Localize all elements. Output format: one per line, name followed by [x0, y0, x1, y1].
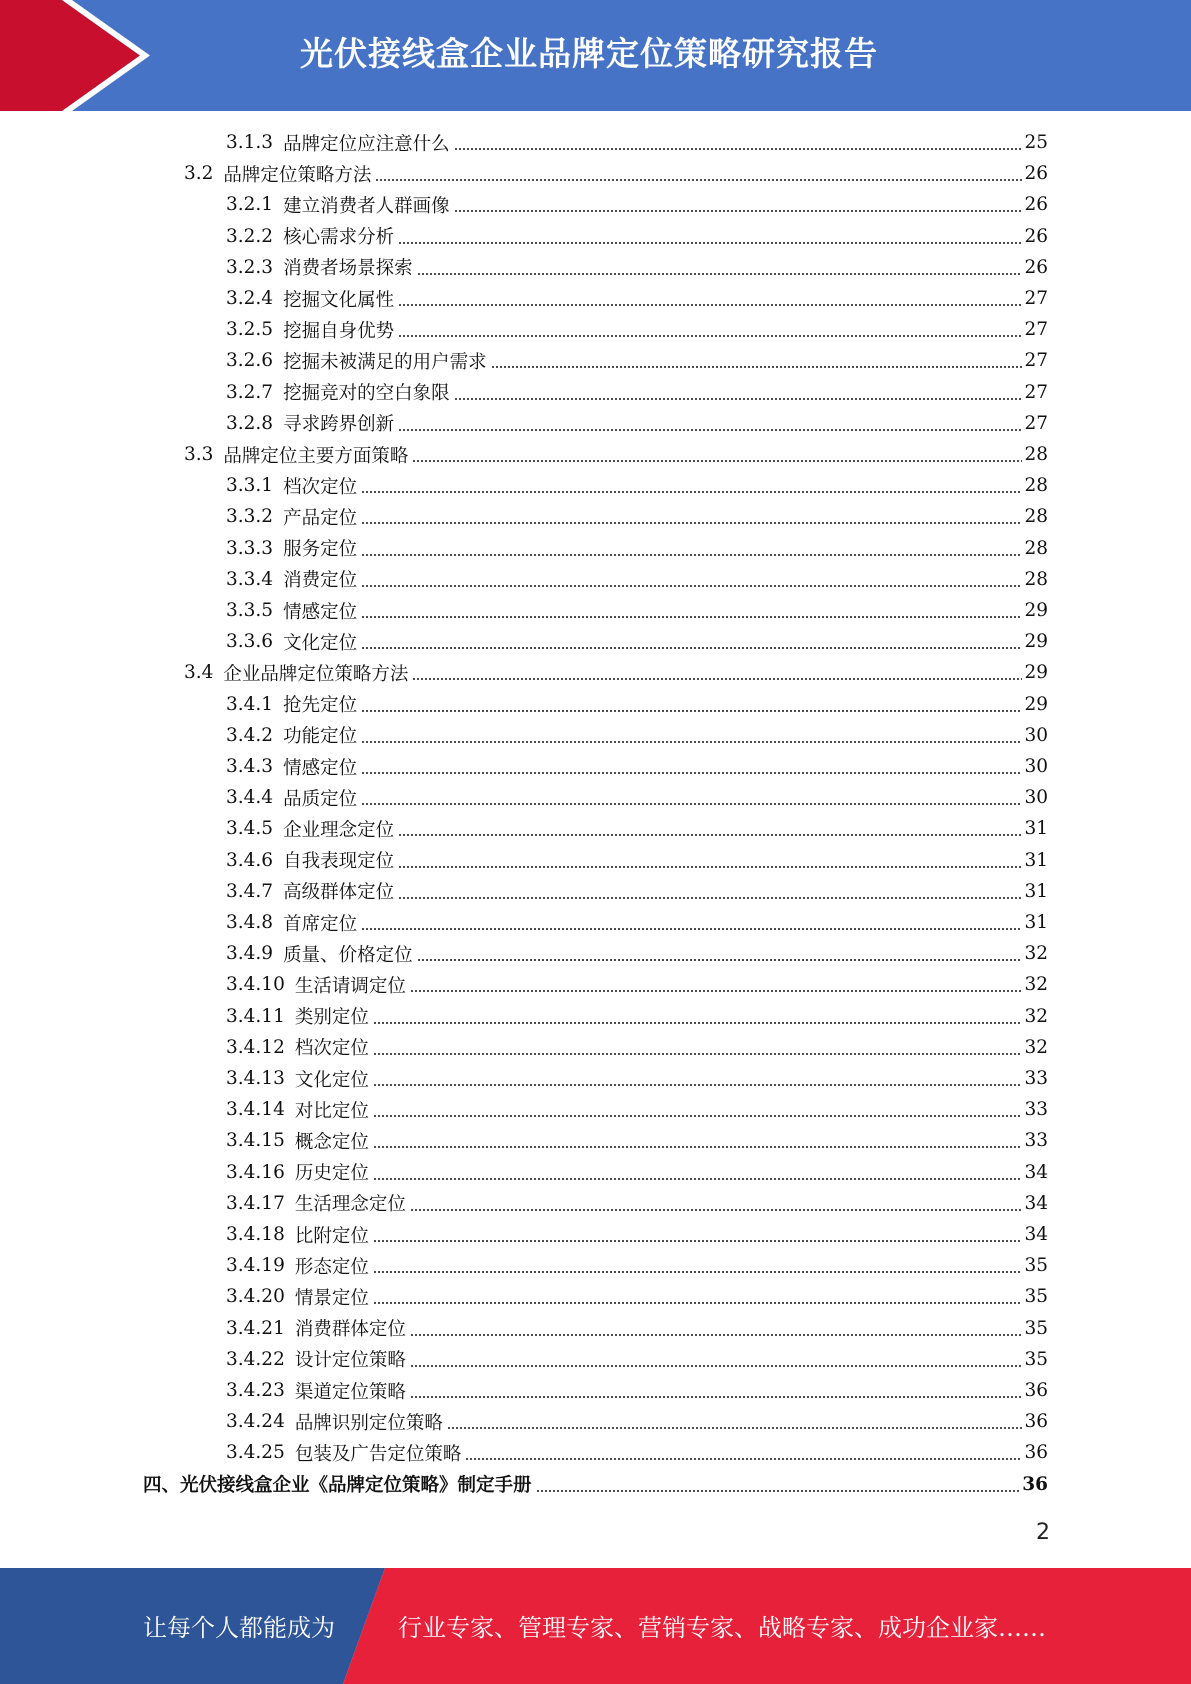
toc-entry-page: 31 [1024, 880, 1048, 902]
toc-entry[interactable] [226, 1437, 1048, 1468]
page-header [0, 0, 1191, 111]
toc-dot-leader [361, 741, 1022, 743]
toc-dot-leader [361, 616, 1022, 618]
toc-entry-title: 概念定位 [294, 1131, 369, 1153]
toc-entry-number: 3.4.11 [226, 1005, 285, 1027]
toc-dot-leader [491, 366, 1023, 368]
toc-entry-page: 31 [1024, 849, 1048, 871]
toc-entry-page: 28 [1024, 568, 1048, 590]
toc-entry-number: 四、 [143, 1475, 181, 1497]
toc-entry-page: 36 [1022, 1473, 1048, 1495]
toc-dot-leader [361, 554, 1022, 556]
toc-entry-number: 3.4.18 [226, 1224, 285, 1245]
toc-entry-title: 产品定位 [283, 507, 358, 529]
toc-entry-page: 35 [1024, 1317, 1048, 1339]
toc-entry-title: 情景定位 [294, 1287, 369, 1309]
toc-dot-leader [361, 928, 1022, 930]
toc-entry[interactable] [226, 470, 1048, 501]
toc-dot-leader [417, 273, 1023, 275]
toc-entry-title: 首席定位 [283, 913, 358, 935]
toc-dot-leader [398, 335, 1022, 337]
toc-entry-title: 消费群体定位 [294, 1319, 406, 1341]
toc-entry[interactable] [184, 439, 1048, 470]
toc-dot-leader [375, 179, 1022, 181]
toc-entry-number: 3.4.2 [226, 724, 274, 746]
toc-entry-title: 挖掘未被满足的用户需求 [283, 351, 487, 373]
toc-entry-title: 服务定位 [283, 539, 358, 561]
toc-entry-number: 3.1.3 [226, 132, 274, 153]
toc-entry[interactable] [226, 626, 1048, 657]
toc-entry[interactable] [226, 938, 1048, 969]
toc-entry-page: 30 [1024, 756, 1048, 777]
toc-entry[interactable] [226, 1094, 1048, 1125]
toc-entry[interactable] [226, 782, 1048, 813]
toc-entry[interactable] [226, 876, 1048, 907]
toc-entry-number: 3.4.3 [226, 756, 274, 777]
footer-slogan-right: 行业专家、管理专家、营销专家、战略专家、成功企业家…… [398, 1614, 1046, 1642]
toc-entry-number: 3.3 [184, 444, 214, 465]
toc-entry-number: 3.4.19 [226, 1255, 285, 1277]
toc-entry-title: 情感定位 [283, 757, 358, 779]
toc-dot-leader [410, 1209, 1023, 1211]
toc-entry-title: 文化定位 [294, 1069, 369, 1091]
toc-entry-title: 历史定位 [294, 1163, 369, 1185]
toc-entry-title: 档次定位 [283, 476, 358, 498]
toc-entry-number: 3.2.4 [226, 288, 274, 309]
toc-entry-number: 3.3.3 [226, 537, 274, 559]
toc-entry-page: 28 [1024, 444, 1048, 465]
toc-entry-page: 26 [1024, 256, 1048, 278]
toc-entry-title: 品牌定位应注意什么 [283, 133, 450, 155]
toc-dot-leader [454, 210, 1023, 212]
toc-entry[interactable] [226, 1344, 1048, 1375]
toc-entry[interactable] [226, 969, 1048, 1000]
toc-entry[interactable] [226, 501, 1048, 532]
toc-entry-title: 形态定位 [294, 1256, 369, 1278]
toc-entry[interactable] [226, 314, 1048, 345]
toc-entry-number: 3.4.1 [226, 693, 274, 715]
toc-entry-number: 3.3.2 [226, 506, 274, 528]
toc-dot-leader [373, 1115, 1023, 1117]
toc-entry-title: 类别定位 [294, 1007, 369, 1029]
toc-entry-title: 品牌定位策略方法 [223, 164, 372, 186]
toc-entry-title: 品质定位 [283, 788, 358, 810]
page-footer [0, 1568, 1191, 1684]
toc-entry-title: 情感定位 [283, 601, 358, 623]
toc-entry-page: 35 [1024, 1255, 1048, 1277]
toc-entry-page: 34 [1024, 1192, 1048, 1214]
toc-dot-leader [410, 1396, 1023, 1398]
toc-entry-title: 品牌识别定位策略 [294, 1412, 443, 1434]
toc-dot-leader [447, 1427, 1023, 1429]
toc-entry-page: 36 [1024, 1411, 1048, 1433]
toc-entry[interactable] [226, 689, 1048, 720]
toc-dot-leader [361, 803, 1022, 805]
toc-entry-page: 33 [1024, 1068, 1048, 1089]
toc-entry[interactable] [226, 564, 1048, 595]
toc-entry-page: 33 [1024, 1130, 1048, 1152]
toc-entry-number: 3.3.6 [226, 631, 274, 653]
toc-entry-page: 26 [1024, 163, 1048, 185]
toc-entry[interactable] [226, 408, 1048, 439]
toc-entry-page: 26 [1024, 225, 1048, 247]
page-number: 2 [1036, 1520, 1050, 1545]
toc-dot-leader [361, 772, 1022, 774]
toc-entry-title: 挖掘文化属性 [283, 289, 395, 311]
toc-dot-leader [361, 710, 1022, 712]
toc-entry-number: 3.4.8 [226, 912, 274, 933]
toc-entry-title: 包装及广告定位策略 [294, 1443, 462, 1465]
toc-dot-leader [417, 959, 1023, 961]
toc-entry[interactable] [226, 377, 1048, 408]
toc-dot-leader [398, 242, 1022, 244]
toc-dot-leader [398, 429, 1022, 431]
toc-entry-page: 30 [1024, 724, 1048, 746]
toc-entry-title: 建立消费者人群画像 [283, 195, 450, 217]
toc-entry-title: 生活理念定位 [294, 1194, 406, 1216]
toc-entry-page: 28 [1024, 537, 1048, 559]
toc-dot-leader [373, 1053, 1023, 1055]
toc-entry-number: 3.2.5 [226, 319, 274, 341]
toc-entry[interactable] [226, 1032, 1048, 1063]
toc-entry[interactable] [226, 845, 1048, 876]
toc-entry-title: 自我表现定位 [283, 851, 395, 873]
toc-dot-leader [373, 1302, 1023, 1304]
toc-entry-title: 光伏接线盒企业《品牌定位策略》制定手册 [180, 1475, 532, 1497]
toc-entry-page: 29 [1024, 600, 1048, 621]
toc-entry[interactable] [184, 657, 1048, 688]
footer-slogan-left: 让每个人都能成为 [143, 1614, 335, 1642]
toc-entry-number: 3.4.20 [226, 1286, 285, 1308]
toc-entry[interactable] [226, 1313, 1048, 1344]
toc-entry-title: 企业理念定位 [283, 819, 395, 841]
toc-entry-number: 3.4.22 [226, 1348, 285, 1370]
toc-dot-leader [398, 866, 1022, 868]
toc-entry-title: 企业品牌定位策略方法 [223, 663, 409, 685]
toc-entry-number: 3.4.12 [226, 1036, 285, 1058]
toc-entry-number: 3.4.16 [226, 1161, 285, 1183]
toc-entry-number: 3.4.15 [226, 1130, 285, 1152]
toc-entry-number: 3.4.21 [226, 1317, 285, 1339]
toc-entry-title: 高级群体定位 [283, 882, 395, 904]
toc-entry[interactable] [226, 720, 1048, 751]
toc-entry-page: 36 [1024, 1442, 1048, 1464]
toc-dot-leader [465, 1458, 1022, 1460]
toc-entry-title: 渠道定位策略 [294, 1381, 406, 1403]
toc-entry-number: 3.4.5 [226, 818, 274, 840]
toc-entry[interactable] [226, 252, 1048, 283]
toc-dot-leader [398, 897, 1022, 899]
toc-entry-page: 27 [1024, 319, 1048, 341]
toc-entry-title: 质量、价格定位 [283, 944, 413, 966]
toc-entry-number: 3.3.5 [226, 600, 274, 621]
toc-entry[interactable] [226, 1250, 1048, 1281]
toc-dot-leader [373, 1240, 1023, 1242]
toc-entry-page: 27 [1024, 412, 1048, 434]
toc-dot-leader [454, 148, 1023, 150]
toc-entry-number: 3.4.14 [226, 1099, 285, 1121]
toc-entry[interactable] [226, 1125, 1048, 1156]
toc-dot-leader [454, 398, 1023, 400]
toc-entry-number: 3.2.1 [226, 194, 274, 216]
toc-entry-number: 3.2 [184, 163, 214, 185]
toc-entry-number: 3.4.13 [226, 1068, 285, 1089]
toc-entry[interactable] [226, 1375, 1048, 1406]
toc-entry-title: 消费定位 [283, 570, 358, 592]
toc-entry-title: 品牌定位主要方面策略 [223, 445, 409, 467]
toc-entry-page: 34 [1024, 1161, 1048, 1183]
toc-dot-leader [361, 522, 1022, 524]
toc-dot-leader [412, 460, 1022, 462]
toc-entry[interactable] [226, 345, 1048, 376]
toc-entry-number: 3.4.7 [226, 880, 274, 902]
toc-entry-page: 32 [1024, 943, 1048, 965]
report-title: 光伏接线盒企业品牌定位策略研究报告 [300, 34, 878, 73]
toc-entry-title: 功能定位 [283, 726, 358, 748]
toc-entry[interactable] [226, 127, 1048, 158]
toc-entry-page: 27 [1024, 288, 1048, 309]
toc-dot-leader [410, 1365, 1023, 1367]
toc-dot-leader [373, 1146, 1023, 1148]
toc-entry-number: 3.2.6 [226, 350, 274, 372]
toc-entry-page: 33 [1024, 1099, 1048, 1121]
toc-entry-number: 3.4.24 [226, 1411, 285, 1433]
toc-entry-page: 34 [1024, 1224, 1048, 1245]
toc-entry-number: 3.3.1 [226, 475, 274, 497]
toc-dot-leader [410, 990, 1023, 992]
toc-entry[interactable] [226, 221, 1048, 252]
toc-dot-leader [361, 491, 1022, 493]
toc-entry-title: 寻求跨界创新 [283, 414, 395, 436]
toc-entry[interactable] [226, 813, 1048, 844]
red-chevron-decoration [0, 0, 160, 111]
toc-entry[interactable] [226, 1188, 1048, 1219]
toc-entry-title: 档次定位 [294, 1038, 369, 1060]
toc-dot-leader [361, 585, 1022, 587]
toc-entry[interactable] [226, 189, 1048, 220]
toc-entry-number: 3.2.7 [226, 381, 274, 403]
toc-entry[interactable] [226, 1219, 1048, 1250]
toc-entry-number: 3.4.25 [226, 1442, 285, 1464]
toc-entry-title: 抢先定位 [283, 695, 358, 717]
toc-entry-page: 30 [1024, 787, 1048, 809]
toc-entry-page: 36 [1024, 1380, 1048, 1401]
toc-entry-page: 31 [1024, 912, 1048, 933]
toc-dot-leader [410, 1334, 1023, 1336]
toc-entry-number: 3.2.3 [226, 256, 274, 278]
toc-entry-page: 27 [1024, 381, 1048, 403]
toc-entry-page: 28 [1024, 506, 1048, 528]
toc-entry[interactable] [143, 1469, 1048, 1500]
toc-entry-number: 3.4.23 [226, 1380, 285, 1401]
toc-dot-leader [412, 678, 1022, 680]
toc-entry-number: 3.4.10 [226, 974, 285, 996]
toc-entry-number: 3.2.8 [226, 412, 274, 434]
toc-entry-page: 29 [1024, 631, 1048, 653]
toc-entry-title: 挖掘竞对的空白象限 [283, 383, 450, 405]
toc-entry-title: 设计定位策略 [294, 1350, 406, 1372]
toc-entry-title: 消费者场景探索 [283, 258, 413, 280]
toc-entry-number: 3.4.9 [226, 943, 274, 965]
toc-entry-title: 挖掘自身优势 [283, 320, 395, 342]
toc-entry[interactable] [226, 751, 1048, 782]
toc-entry-number: 3.4.17 [226, 1192, 285, 1214]
toc-entry-number: 3.4 [184, 662, 214, 684]
toc-entry-number: 3.4.4 [226, 787, 274, 809]
toc-entry-page: 29 [1024, 662, 1048, 684]
toc-entry[interactable] [226, 283, 1048, 314]
toc-entry[interactable] [226, 1157, 1048, 1188]
toc-entry-title: 比附定位 [294, 1225, 369, 1247]
toc-entry-page: 32 [1024, 1005, 1048, 1027]
toc-entry-number: 3.4.6 [226, 849, 274, 871]
toc-dot-leader [373, 1178, 1023, 1180]
toc-entry-page: 32 [1024, 974, 1048, 996]
toc-dot-leader [373, 1022, 1023, 1024]
toc-entry-page: 35 [1024, 1286, 1048, 1308]
toc-entry-page: 27 [1024, 350, 1048, 372]
toc-dot-leader [373, 1271, 1023, 1273]
toc-dot-leader [398, 304, 1022, 306]
toc-entry-page: 28 [1024, 475, 1048, 497]
toc-entry-page: 25 [1024, 132, 1048, 153]
toc-dot-leader [373, 1084, 1023, 1086]
toc-entry[interactable] [226, 533, 1048, 564]
toc-entry-page: 29 [1024, 693, 1048, 715]
toc-entry[interactable] [226, 1063, 1048, 1094]
toc-dot-leader [536, 1490, 1021, 1492]
toc-entry[interactable] [226, 1001, 1048, 1032]
toc-entry-title: 核心需求分析 [283, 227, 395, 249]
toc-entry-page: 26 [1024, 194, 1048, 216]
toc-entry-title: 文化定位 [283, 632, 358, 654]
toc-entry-title: 对比定位 [294, 1100, 369, 1122]
toc-entry-page: 31 [1024, 818, 1048, 840]
toc-entry-page: 35 [1024, 1348, 1048, 1370]
toc-dot-leader [361, 647, 1022, 649]
toc-entry[interactable] [226, 1281, 1048, 1312]
toc-entry-page: 32 [1024, 1036, 1048, 1058]
toc-entry[interactable] [226, 595, 1048, 626]
toc-entry-title: 生活请调定位 [294, 975, 406, 997]
toc-entry-number: 3.3.4 [226, 568, 274, 590]
toc-entry[interactable] [226, 907, 1048, 938]
toc-entry[interactable] [226, 1406, 1048, 1437]
toc-entry[interactable] [184, 158, 1048, 189]
toc-dot-leader [398, 834, 1022, 836]
toc-entry-number: 3.2.2 [226, 225, 274, 247]
